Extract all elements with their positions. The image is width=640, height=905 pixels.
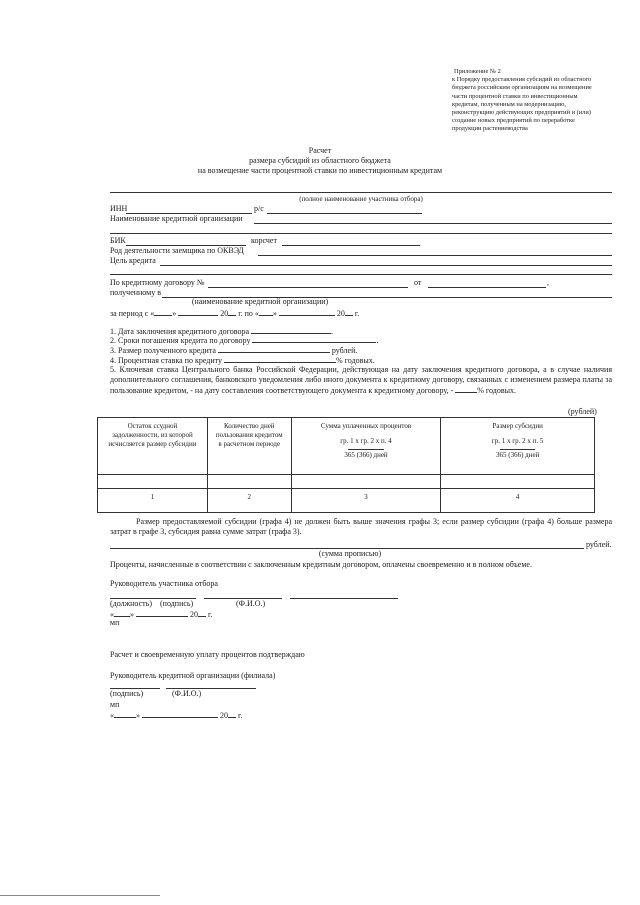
header-col-3-title: Сумма уплаченных процентов	[320, 422, 412, 430]
doc-subtitle-2: на возмещение части процентной ставки по инвестиционным кредитам	[197, 166, 443, 175]
formula-3-numerator: гр. 1 х гр. 2 х п. 4	[340, 437, 392, 445]
annex-title: Приложение № 2	[454, 68, 501, 75]
sign2-month-field[interactable]	[142, 710, 218, 718]
contract-number-label: По кредитному договору №	[110, 278, 205, 287]
item-1: 1. Дата заключения кредитного договора .	[110, 327, 333, 336]
position-caption: (должность)	[110, 599, 152, 608]
received-label: полученному в	[110, 288, 161, 297]
formula-4-numerator: гр. 1 х гр. 2 х п. 5	[491, 437, 544, 445]
purpose-label: Цель кредита	[110, 256, 156, 265]
period-prefix: за период с «	[110, 309, 155, 318]
rs-label: р/с	[254, 204, 264, 213]
stamp-place: мп	[110, 618, 120, 627]
okved-field[interactable]	[258, 255, 612, 256]
bank-stamp-place: мп	[110, 700, 120, 709]
korschet-field[interactable]	[282, 245, 420, 246]
contract-date-field[interactable]	[428, 287, 546, 288]
item-5-text: 5. Ключевая ставка Центрального банка Российской Федерации, действующая на дату заключения кредитного договора, а в случае наличия дополнительного соглашения, банковского уведомления либо иного документа к кредитному договору, связанных с изменением размера платы за пользование кредитом, - на дату составления соответствующего документа к кредитному договору, -	[110, 365, 612, 395]
doc-title: Расчет	[308, 146, 332, 155]
bank-fio-caption: (Ф.И.О.)	[172, 689, 202, 698]
bank-name-field-2[interactable]	[110, 233, 612, 234]
annex-line: создание новых предприятий по переработке	[452, 117, 575, 125]
date-close-quote: »	[136, 711, 140, 720]
bank-head-label: Руководитель кредитной организации (филиала)	[110, 671, 276, 680]
period-quote: »	[172, 309, 177, 318]
period-quote: »	[272, 309, 277, 318]
sign1-date	[110, 609, 212, 620]
period-day-from[interactable]	[154, 308, 172, 316]
sign1-month-field[interactable]	[136, 609, 188, 617]
formula-3-denominator: 365 (366) дней	[344, 451, 388, 459]
table-cell[interactable]	[291, 475, 441, 489]
annex-line: части процентной ставки по инвестиционным	[452, 92, 578, 100]
korschet-label: корсчет	[251, 236, 277, 245]
item-2-field[interactable]	[252, 335, 376, 343]
fio-caption: (Ф.И.О.)	[236, 599, 266, 608]
signature-caption: (подпись)	[160, 599, 194, 608]
purpose-field-2[interactable]	[110, 274, 612, 275]
item-4-label: 4. Процентная ставка по кредиту	[110, 356, 223, 365]
bank-name-field[interactable]	[254, 223, 612, 224]
date-open-quote: «	[110, 610, 114, 619]
header-col-4-title: Размер субсидии	[492, 422, 543, 430]
year-suffix: г.	[208, 610, 213, 619]
period-month-from[interactable]	[178, 308, 218, 316]
annex-line: бюджета российским организациям на возмещение	[452, 84, 592, 92]
table-spacer-row	[98, 475, 595, 489]
item-5-field[interactable]	[455, 385, 477, 393]
date-open-quote: «	[110, 711, 114, 720]
formula-col-3	[340, 437, 392, 460]
table-cell[interactable]	[207, 475, 291, 489]
footer-divider	[0, 895, 160, 896]
participant-caption: (полное наименование участника отбора)	[299, 195, 423, 203]
participant-name-line[interactable]	[110, 192, 612, 193]
item-3-field[interactable]	[218, 345, 330, 353]
inn-label: ИНН	[110, 204, 128, 213]
table-header-row	[98, 418, 595, 475]
year-prefix: 20	[220, 711, 228, 720]
subsidy-note: Размер предоставляемой субсидии (графа 4) не должен быть выше значения графы 3; если размер субсидии (графа 4) больше размера затрат в графе 3, субсидия равна сумме затрат (графа 3).	[110, 517, 612, 536]
sign2-day-field[interactable]	[114, 710, 136, 718]
annex-line: реконструкцию действующих предприятий и (или)	[452, 109, 591, 117]
header-col-3	[291, 418, 441, 475]
item-2-label: 2. Сроки погашения кредита по договору	[110, 336, 251, 345]
contract-from-label: от	[414, 278, 422, 287]
period-month-to[interactable]	[279, 308, 335, 316]
bank-confirmation: Расчет и своевременную уплату процентов подтверждаю	[110, 650, 305, 659]
year-suffix: г.	[238, 711, 243, 720]
period-year-prefix: 20	[220, 309, 229, 318]
period-year-prefix: 20	[336, 309, 345, 318]
period-year-suffix: г.	[354, 309, 360, 318]
fio-field[interactable]	[290, 598, 398, 599]
interest-confirmation: Проценты, начисленные в соответствии с заключенным кредитным договором, оплачены своевременно и в полном объеме.	[110, 560, 532, 569]
period-day-to[interactable]	[259, 308, 273, 316]
col-number-2: 2	[207, 489, 291, 513]
sign1-year-field[interactable]	[198, 609, 206, 617]
participant-head-label: Руководитель участника отбора	[110, 579, 218, 588]
bank-name-label: Наименование кредитной организации	[110, 214, 243, 223]
purpose-field[interactable]	[160, 265, 612, 266]
sign1-day-field[interactable]	[114, 609, 130, 617]
sign2-date	[110, 710, 242, 721]
item-1-field[interactable]	[251, 326, 331, 334]
annex-line: кредитам, полученным на модернизацию,	[452, 100, 567, 108]
bank-caption: (наименование кредитной организации)	[191, 297, 329, 306]
period-line	[110, 308, 359, 319]
item-3-label: 3. Размер полученного кредита	[110, 346, 216, 355]
table-unit: (рублей)	[568, 407, 597, 416]
sign2-year-field[interactable]	[228, 710, 236, 718]
annex-line: к Порядку предоставления субсидий из областного	[452, 76, 592, 84]
annex-block	[452, 68, 622, 134]
header-col-1: Остаток ссудной задолженности, из которой исчисляется размер субсидии	[98, 418, 208, 475]
item-3-unit: рублей.	[331, 346, 358, 355]
calculation-table	[97, 417, 595, 513]
comma: ,	[547, 278, 549, 287]
formula-4-denominator: 365 (366) дней	[496, 451, 540, 459]
bik-label: БИК	[110, 236, 126, 245]
sum-caption: (сумма прописью)	[318, 549, 382, 558]
table-cell[interactable]	[98, 475, 208, 489]
year-prefix: 20	[190, 610, 198, 619]
contract-number-field[interactable]	[208, 287, 408, 288]
formula-col-4	[492, 437, 544, 460]
sum-unit: рублей.	[586, 540, 612, 549]
doc-subtitle: размера субсидий из областного бюджета	[249, 156, 391, 165]
header-col-4	[441, 418, 595, 475]
fraction-bar	[348, 449, 384, 450]
item-5	[110, 365, 612, 396]
table-cell[interactable]	[441, 475, 595, 489]
fraction-bar	[500, 449, 536, 450]
table-number-row	[98, 489, 595, 513]
col-number-3: 3	[291, 489, 441, 513]
item-4-unit: % годовых.	[336, 356, 375, 365]
period-to-label: г. по «	[238, 309, 259, 318]
item-5-unit: % годовых.	[477, 386, 517, 395]
item-4-field[interactable]	[224, 355, 336, 363]
period-year-to[interactable]	[345, 308, 353, 316]
period-year-from[interactable]	[228, 308, 236, 316]
header-col-2: Количество дней пользования кредитом в расчетном периоде	[207, 418, 291, 475]
rs-field[interactable]	[267, 213, 422, 214]
bank-signature-caption: (подпись)	[110, 689, 144, 698]
item-1-label: 1. Дата заключения кредитного договора	[110, 327, 249, 336]
col-number-4: 4	[441, 489, 595, 513]
okved-label: Род деятельности заемщика по ОКВЭД	[110, 246, 244, 255]
item-2: 2. Сроки погашения кредита по договору .	[110, 336, 379, 345]
col-number-1: 1	[98, 489, 208, 513]
date-close-quote: »	[130, 610, 134, 619]
annex-line: продукции растениеводства	[452, 125, 528, 133]
